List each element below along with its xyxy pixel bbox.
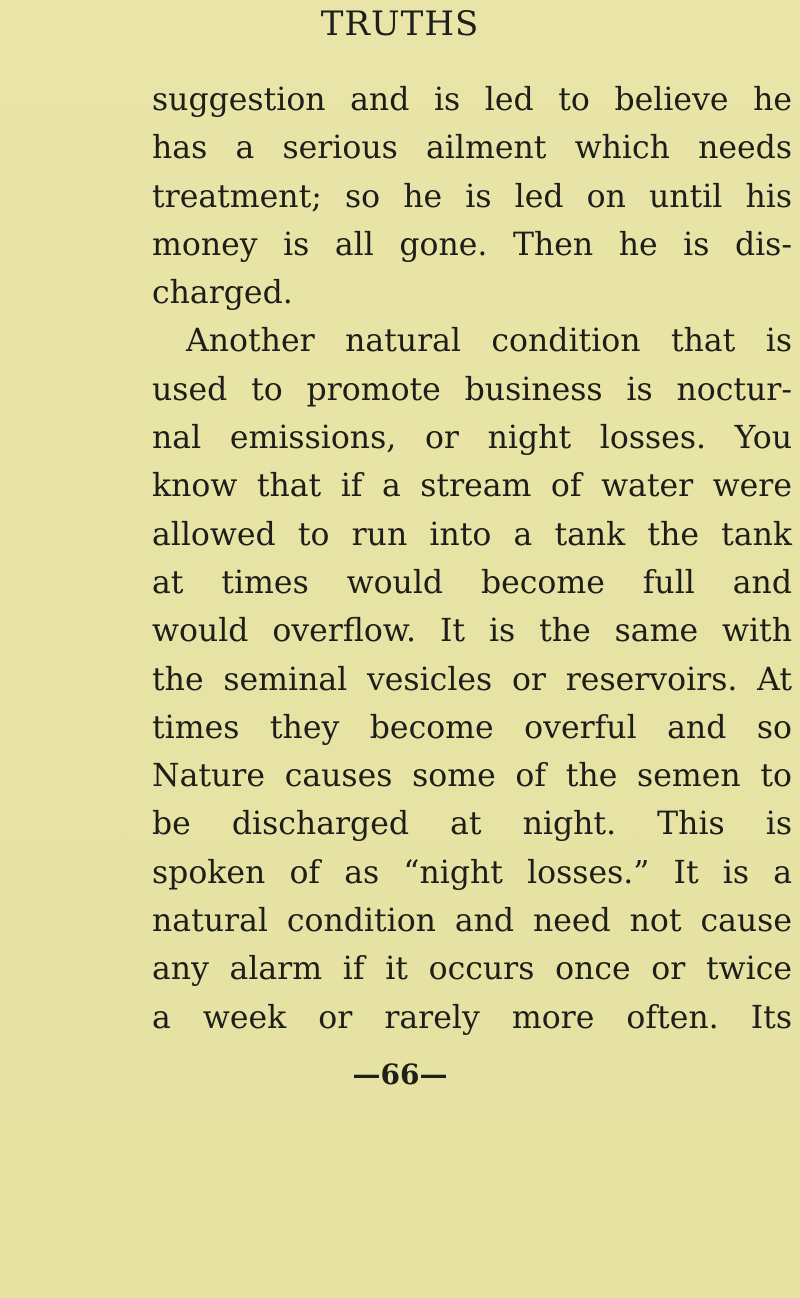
body-text	[152, 76, 792, 1042]
text-line: natural condition and need not cause	[152, 903, 792, 940]
text-line: at times would become full and	[152, 564, 792, 601]
text-line: be discharged at night. This is	[152, 806, 792, 843]
text-line: money is all gone. Then he is dis-	[152, 226, 792, 263]
text-line: would overflow. It is the same with	[152, 613, 792, 650]
text-line: has a serious ailment which needs	[152, 130, 792, 167]
text-line: charged.	[152, 275, 293, 312]
text-line: allowed to run into a tank the tank	[152, 516, 792, 553]
text-line: know that if a stream of water were	[152, 468, 792, 505]
text-line: used to promote business is noctur-	[152, 371, 792, 408]
text-line: nal emissions, or night losses. You	[152, 420, 792, 457]
text-line: times they become overful and so	[152, 709, 792, 746]
text-line: any alarm if it occurs once or twice	[152, 951, 792, 988]
text-line: treatment; so he is led on until his	[152, 178, 792, 215]
text-line: suggestion and is led to believe he	[152, 82, 792, 118]
text-line: the seminal vesicles or reservoirs. At	[152, 661, 792, 698]
page-number: —66—	[352, 1058, 448, 1091]
running-head: TRUTHS	[320, 4, 480, 44]
text-line: Another natural condition that is	[186, 323, 792, 360]
text-line: Nature causes some of the semen to	[152, 758, 792, 795]
text-line: a week or rarely more often. Its	[152, 999, 792, 1036]
text-line: spoken of as “night losses.” It is a	[152, 854, 792, 891]
